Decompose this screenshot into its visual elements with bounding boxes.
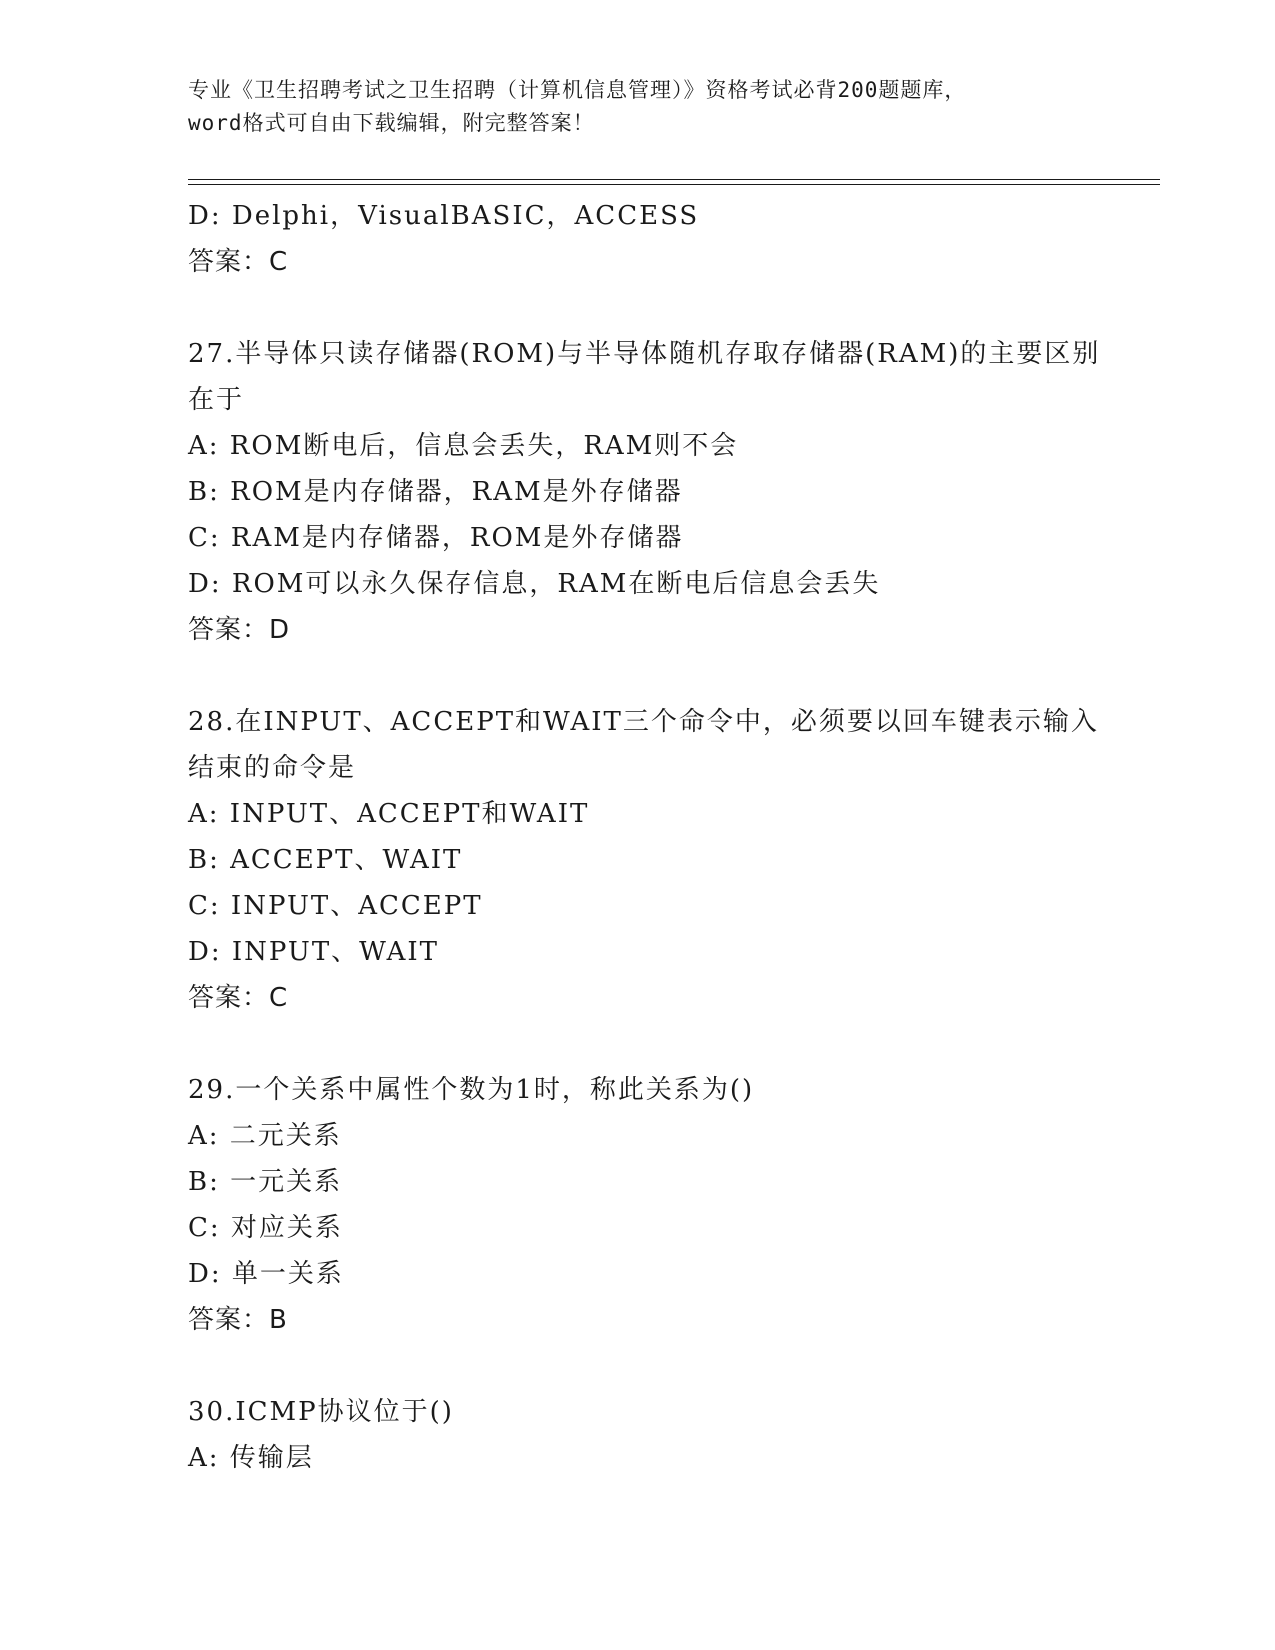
header-line-2: word格式可自由下载编辑，附完整答案！ [188, 111, 595, 135]
header-line-1: 专业《卫生招聘考试之卫生招聘（计算机信息管理）》资格考试必背200题题库， [188, 78, 967, 102]
option-d: D: INPUT、WAIT [188, 937, 439, 967]
option-b: B: ROM是内存储器，RAM是外存储器 [188, 477, 683, 507]
option-d: D: Delphi，VisualBASIC，ACCESS [188, 201, 700, 231]
option-c: C: INPUT、ACCEPT [188, 891, 483, 921]
question-30 [188, 1389, 1088, 1481]
question-stem: 28.在INPUT、ACCEPT和WAIT三个命令中，必须要以回车键表示输入 [188, 707, 1099, 737]
question-list [188, 193, 1101, 1481]
option-a: A: INPUT、ACCEPT和WAIT [188, 799, 590, 829]
answer-line: 答案：C [188, 247, 289, 277]
document-header [188, 74, 1088, 140]
option-d: D: ROM可以永久保存信息，RAM在断电后信息会丢失 [188, 569, 881, 599]
spacer [188, 285, 1088, 331]
question-29 [188, 1067, 1088, 1343]
option-d: D: 单一关系 [188, 1259, 344, 1289]
spacer [188, 1021, 1088, 1067]
header-divider [188, 179, 1160, 185]
answer-line: 答案：D [188, 615, 291, 645]
question-28 [188, 699, 1099, 1021]
spacer [188, 653, 1088, 699]
answer-line: 答案：B [188, 1305, 288, 1335]
option-b: B: ACCEPT、WAIT [188, 845, 463, 875]
answer-line: 答案：C [188, 983, 289, 1013]
question-stem: 29.一个关系中属性个数为1时，称此关系为() [188, 1075, 755, 1105]
spacer [188, 1343, 1088, 1389]
option-a: A: 二元关系 [188, 1121, 342, 1151]
question-27 [188, 331, 1101, 653]
option-c: C: 对应关系 [188, 1213, 343, 1243]
option-a: A: ROM断电后，信息会丢失，RAM则不会 [188, 431, 739, 461]
question-stem: 30.ICMP协议位于() [188, 1397, 454, 1427]
previous-question-tail [188, 193, 1088, 285]
question-stem-continued: 结束的命令是 [188, 753, 357, 783]
question-stem-continued: 在于 [188, 385, 245, 415]
option-a: A: 传输层 [188, 1443, 314, 1473]
option-c: C: RAM是内存储器，ROM是外存储器 [188, 523, 684, 553]
question-stem: 27.半导体只读存储器(ROM)与半导体随机存取存储器(RAM)的主要区别 [188, 339, 1101, 369]
option-b: B: 一元关系 [188, 1167, 343, 1197]
